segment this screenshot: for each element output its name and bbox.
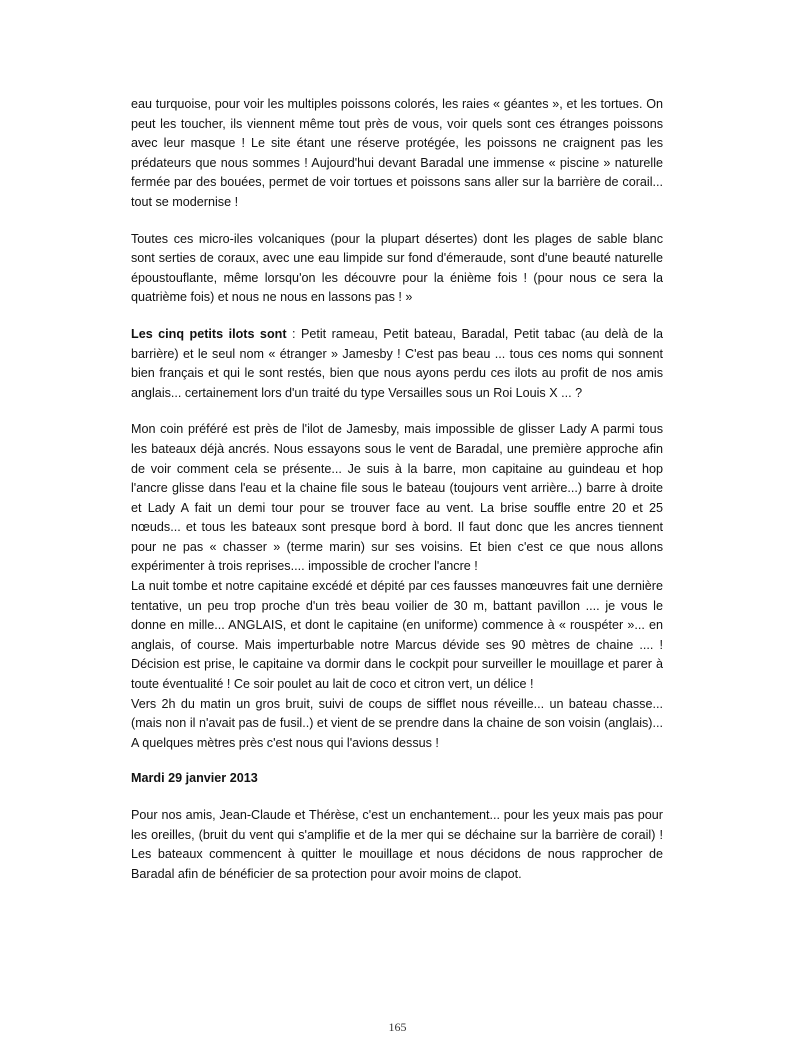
paragraph-volcanic-islets: Toutes ces micro-iles volcaniques (pour la plupart désertes) dont les plages de sable blanc sont serties de coraux, avec une eau limpide sur fond d'émeraude, sont d'une beauté naturelle époustouflante, même lorsqu'on les découvre pour la énième fois ! (pour nous ce sera la quatrième fois) et nous ne nous en lassons pas ! » (131, 231, 663, 305)
paragraph-five-islets (131, 325, 663, 403)
paragraph-anchoring-attempts: Mon coin préféré est près de l'ilot de Jamesby, mais impossible de glisser Lady A parmi tous les bateaux déjà ancrés. Nous essayons sous le vent de Baradal, une première approche afin de voir comment cela se présente... Je suis à la barre, mon capitaine au guindeau et hop l'ancre glisse dans l'eau et la chaine file sous le bateau (toujours vent arrière...) barre à droite et Lady A fait un demi tour pour se trouver face au vent. La brise souffle entre 20 et 25 nœuds... et tous les bateaux sont presque bord à bord. Il faut donc que les ancres tiennent pour ne pas « chasser » (terme marin) sur ses voisins. Et bien c'est ce que nous allons expérimenter à trois reprises.... impossible de crocher l'ancre ! (131, 422, 663, 574)
page-number: 165 (388, 1020, 407, 1034)
paragraph-five-islets-text: : Petit rameau, Petit bateau, Baradal, Petit tabac (au delà de la barrière) et le seul nom « étranger » Jamesby ! C'est pas beau ... tous ces noms qui sonnent bien français et qui le sont restés, bien que nous ayons perdu ces ilots au profit de nos amis anglais... certainement lors d'un traité du type Versailles sous un Roi Louis X ... ? (131, 326, 663, 400)
document-body (131, 95, 663, 901)
paragraph-night-incident: Vers 2h du matin un gros bruit, suivi de coups de sifflet nous réveille... un bateau chasse... (mais non il n'avait pas de fusil..) et vient de se prendre dans la chaine de son voisin (anglais)... A quelques mètres près c'est nous qui l'avions dessus ! (131, 696, 663, 750)
paragraph-nightfall: La nuit tombe et notre capitaine excédé et dépité par ces fausses manœuvres fait une dernière tentative, un peu trop proche d'un très beau voilier de 30 m, battant pavillon .... je vous le donne en mille... ANGLAIS, et dont le capitaine (en uniforme) commence à « rouspéter »... en anglais, of course. Mais imperturbable notre Marcus dévide ses 90 mètres de chaine .... ! Décision est prise, le capitaine va dormir dans le cockpit pour surveiller le mouillage et parer à toute éventualité ! Ce soir poulet au lait de coco et citron vert, un délice ! (131, 579, 663, 692)
paragraph-friends-visit: Pour nos amis, Jean-Claude et Thérèse, c'est un enchantement... pour les yeux mais pas pour les oreilles, (bruit du vent qui s'amplifie et de la mer qui se déchaine sur la barrière de corail) ! Les bateaux commencent à quitter le mouillage et nous décidons de nous rapprocher de Baradal afin de bénéficier de sa protection pour avoir moins de clapot. (131, 808, 663, 881)
paragraph-tobago-cays-snorkeling: eau turquoise, pour voir les multiples poissons colorés, les raies « géantes », et les tortues. On peut les toucher, ils viennent même tout près de vous, voir quels sont ces étranges poissons avec leur masque ! Le site étant une réserve protégée, les poissons ne craignent pas les prédateurs que nous sommes ! Aujourd'hui devant Baradal une immense « piscine » naturelle fermée par des bouées, permet de voir tortues et poissons sans aller sur la barrière de corail... tout se modernise ! (131, 97, 663, 209)
section-heading-date: Mardi 29 janvier 2013 (131, 771, 258, 786)
paragraph-lead-bold: Les cinq petits ilots sont (131, 326, 287, 341)
